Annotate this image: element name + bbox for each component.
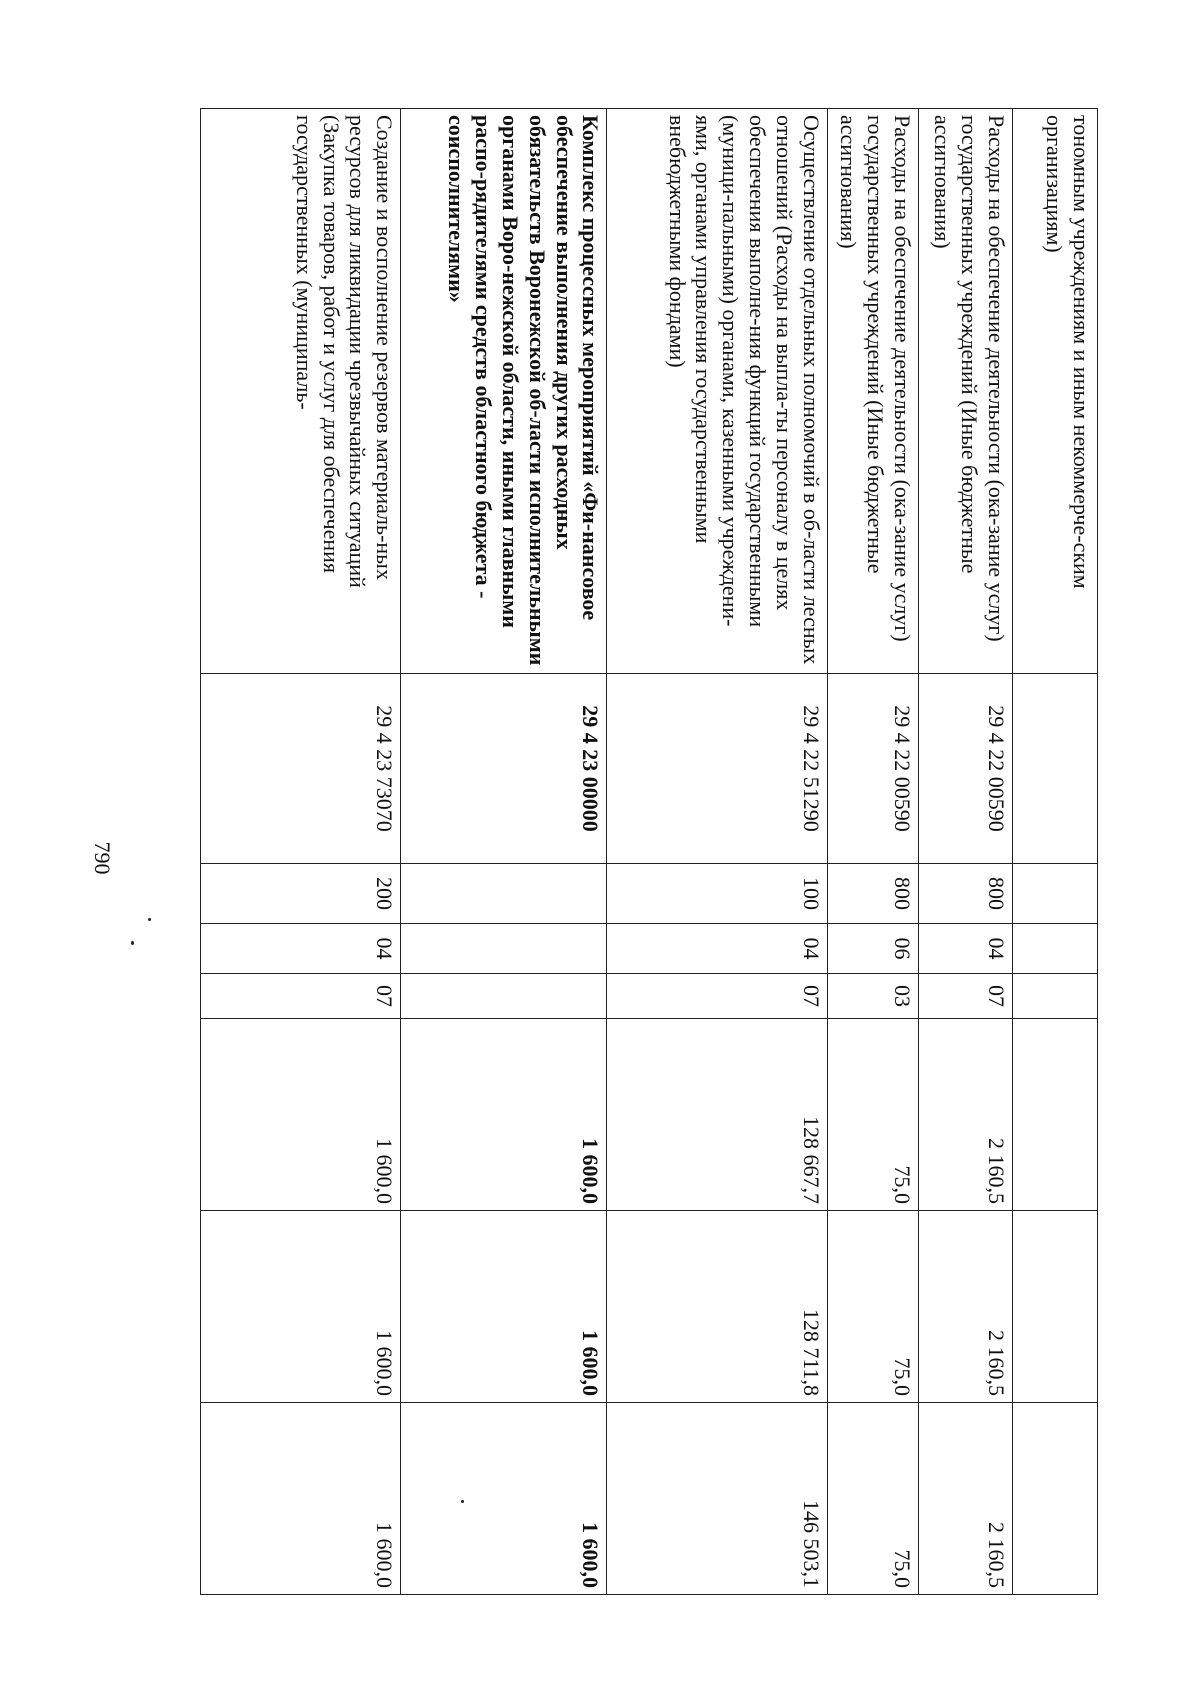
row-name: Расходы на обеспечение деятельности (ока-зание услуг) государственных учреждений (Иные бюджетные ассигнования) <box>827 109 918 674</box>
row-value-1: 1 600,0 <box>201 1019 401 1211</box>
row-value-2 <box>1012 1211 1097 1403</box>
row-name: Расходы на обеспечение деятельности (ока-зание услуг) государственных учреждений (Иные бюджетные ассигнования) <box>918 109 1012 674</box>
row-value-2: 2 160,5 <box>918 1211 1012 1403</box>
table-row <box>918 109 1012 1595</box>
row-pr: 07 <box>918 974 1012 1019</box>
scan-speck <box>131 941 134 945</box>
row-pr: 03 <box>827 974 918 1019</box>
row-value-3 <box>1012 1403 1097 1595</box>
row-kvr <box>1012 864 1097 924</box>
row-value-3: 146 503,1 <box>607 1403 827 1595</box>
row-kvr: 100 <box>607 864 827 924</box>
row-value-1: 1 600,0 <box>401 1019 607 1211</box>
budget-table-rotated <box>200 108 1098 1594</box>
row-value-2: 75,0 <box>827 1211 918 1403</box>
row-value-3: 2 160,5 <box>918 1403 1012 1595</box>
row-kvr: 200 <box>201 864 401 924</box>
row-code: 29 4 22 51290 <box>607 674 827 864</box>
row-value-3: 1 600,0 <box>201 1403 401 1595</box>
row-code: 29 4 23 73070 <box>201 674 401 864</box>
row-value-1 <box>1012 1019 1097 1211</box>
table-row <box>827 109 918 1595</box>
budget-table <box>200 108 1098 1595</box>
row-pr <box>401 974 607 1019</box>
row-code <box>1012 674 1097 864</box>
table-row <box>401 109 607 1595</box>
row-rz: 04 <box>918 924 1012 974</box>
row-name: тономным учреждениям и иным некоммерче-ским организациям) <box>1012 109 1097 674</box>
row-code: 29 4 22 00590 <box>918 674 1012 864</box>
row-pr <box>1012 974 1097 1019</box>
row-value-2: 128 711,8 <box>607 1211 827 1403</box>
row-value-3: 1 600,0 <box>401 1403 607 1595</box>
row-rz <box>1012 924 1097 974</box>
row-pr: 07 <box>201 974 401 1019</box>
scan-speck <box>148 918 151 921</box>
row-value-1: 75,0 <box>827 1019 918 1211</box>
table-body <box>201 109 1098 1595</box>
row-value-1: 128 667,7 <box>607 1019 827 1211</box>
row-code: 29 4 22 00590 <box>827 674 918 864</box>
row-code: 29 4 23 00000 <box>401 674 607 864</box>
row-rz: 04 <box>607 924 827 974</box>
row-name: Комплекс процессных мероприятий «Фи-нансовое обеспечение выполнения других расходных обязательств Воронежской об-ласти исполнительными органами Воро-нежской области, иными главными распо-рядителями средств областного бюджета - соисполнителями» <box>401 109 607 674</box>
row-value-2: 1 600,0 <box>401 1211 607 1403</box>
row-rz: 06 <box>827 924 918 974</box>
row-value-3: 75,0 <box>827 1403 918 1595</box>
table-row <box>607 109 827 1595</box>
page-number: 790 <box>90 841 115 875</box>
row-name: Создание и восполнение резервов материаль-ных ресурсов для ликвидации чрезвычайных ситуаций (Закупка товаров, работ и услуг для обеспечения государственных (муниципаль- <box>201 109 401 674</box>
table-row <box>201 109 401 1595</box>
row-value-1: 2 160,5 <box>918 1019 1012 1211</box>
table-row <box>1012 109 1097 1595</box>
row-rz: 04 <box>201 924 401 974</box>
row-pr: 07 <box>607 974 827 1019</box>
row-value-2: 1 600,0 <box>201 1211 401 1403</box>
row-rz <box>401 924 607 974</box>
row-kvr: 800 <box>918 864 1012 924</box>
row-kvr <box>401 864 607 924</box>
row-name: Осуществление отдельных полномочий в об-ласти лесных отношений (Расходы на выпла-ты персоналу в целях обеспечения выполне-ния функций государственными (муници-пальными) органами, казенными учреждени-ями, органами управления государственными внебюджетными фондами) <box>607 109 827 674</box>
row-kvr: 800 <box>827 864 918 924</box>
